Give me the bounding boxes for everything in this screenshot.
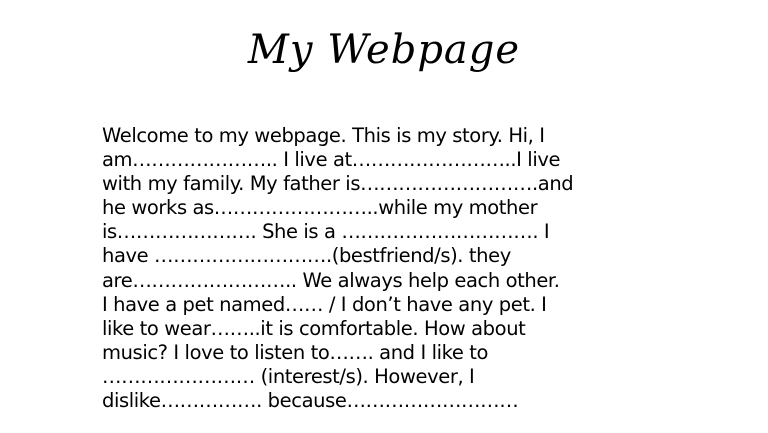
story-line-11: …………………… (interest/s). However, I <box>102 364 475 388</box>
story-paragraph <box>102 124 682 413</box>
story-line-2: am………………….. I live at……………………..I live <box>102 148 561 172</box>
story-line-12: dislike……………. because……………………… <box>102 389 519 413</box>
story-line-5: is…………………. She is a …………………………. I <box>102 220 550 244</box>
story-line-1: Welcome to my webpage. This is my story. Hi, I <box>102 124 545 147</box>
story-line-6: have ……………………….(bestfriend/s). they <box>102 244 511 268</box>
story-line-3: with my family. My father is……………………….and <box>102 172 574 196</box>
story-line-8: I have a pet named…… / I don’t have any pet. I <box>102 292 547 316</box>
story-line-10: music? I love to listen to……. and I like to <box>102 340 489 364</box>
story-line-4: he works as……………………..while my mother <box>102 196 538 220</box>
story-line-9: like to wear……..it is comfortable. How about <box>102 316 526 340</box>
page-title: My Webpage <box>247 27 521 73</box>
story-line-7: are…………………….. We always help each other. <box>102 268 560 292</box>
